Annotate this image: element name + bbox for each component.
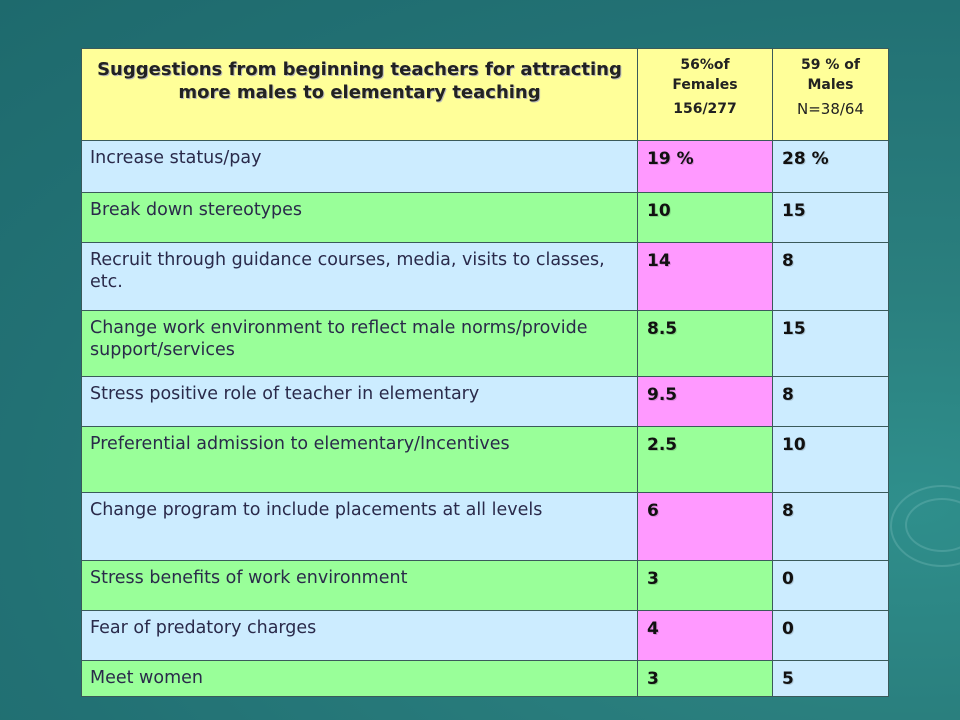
female-value: 4 (647, 619, 659, 639)
row-label-cell (82, 141, 638, 193)
row-label-cell (82, 661, 638, 697)
table-row (82, 611, 889, 661)
female-value: 6 (647, 501, 659, 521)
female-value-cell (638, 141, 773, 193)
male-value: 15 (782, 201, 806, 221)
female-header-line1: 56%of (680, 57, 730, 73)
male-value: 8 (782, 385, 794, 405)
row-label-cell (82, 611, 638, 661)
row-label: Stress benefits of work environment (90, 568, 408, 588)
female-value-cell (638, 377, 773, 427)
female-value-cell (638, 311, 773, 377)
male-value: 0 (782, 569, 794, 589)
male-value-cell (773, 377, 889, 427)
male-value-cell (773, 427, 889, 493)
row-label-cell (82, 193, 638, 243)
table-row (82, 311, 889, 377)
male-value-cell (773, 243, 889, 311)
table-title: Suggestions from beginning teachers for attracting more males to elementary teaching (97, 59, 622, 103)
male-value: 0 (782, 619, 794, 639)
row-label: Change program to include placements at all levels (90, 500, 543, 520)
row-label: Fear of predatory charges (90, 618, 317, 638)
female-header-line2: Females (672, 77, 738, 93)
female-value-cell (638, 193, 773, 243)
header-title-cell (82, 49, 638, 141)
male-value: 5 (782, 669, 794, 689)
row-label-cell (82, 561, 638, 611)
male-value-cell (773, 611, 889, 661)
female-value: 8.5 (647, 319, 678, 339)
male-value: 10 (782, 435, 806, 455)
row-label: Stress positive role of teacher in elementary (90, 384, 480, 404)
male-value: 8 (782, 501, 794, 521)
table-row (82, 243, 889, 311)
row-label-cell (82, 493, 638, 561)
table-row (82, 427, 889, 493)
row-label-cell (82, 311, 638, 377)
male-header-line3: N=38/64 (796, 100, 865, 118)
female-value: 9.5 (647, 385, 678, 405)
female-value: 19 % (647, 149, 694, 169)
header-male-cell (773, 49, 889, 141)
row-label: Increase status/pay (90, 148, 262, 168)
female-value-cell (638, 243, 773, 311)
row-label-cell (82, 427, 638, 493)
table-row (82, 493, 889, 561)
female-value: 10 (647, 201, 671, 221)
male-value: 8 (782, 251, 794, 271)
table-row (82, 141, 889, 193)
female-value-cell (638, 427, 773, 493)
female-value-cell (638, 611, 773, 661)
female-value-cell (638, 661, 773, 697)
table-row (82, 377, 889, 427)
female-value: 3 (647, 669, 659, 689)
male-value-cell (773, 141, 889, 193)
table-header-row (82, 49, 889, 141)
female-header (638, 49, 772, 119)
background-ripple (890, 485, 960, 567)
female-value-cell (638, 493, 773, 561)
table-row (82, 661, 889, 697)
male-value-cell (773, 493, 889, 561)
male-header-line1: 59 % of (801, 57, 860, 73)
row-label: Change work environment to reflect male norms/provide support/services (90, 318, 588, 360)
female-value: 2.5 (647, 435, 678, 455)
male-value-cell (773, 561, 889, 611)
male-header-line2: Males (807, 77, 854, 93)
female-header-line3: 156/277 (673, 101, 737, 117)
row-label: Meet women (90, 668, 203, 688)
row-label-cell (82, 243, 638, 311)
female-value-cell (638, 561, 773, 611)
male-value-cell (773, 311, 889, 377)
male-value-cell (773, 661, 889, 697)
male-value: 28 % (782, 149, 829, 169)
row-label: Break down stereotypes (90, 200, 303, 220)
male-value-cell (773, 193, 889, 243)
table-row (82, 193, 889, 243)
female-value: 14 (647, 251, 671, 271)
male-value: 15 (782, 319, 806, 339)
row-label-cell (82, 377, 638, 427)
suggestions-table (81, 48, 889, 697)
table-row (82, 561, 889, 611)
row-label: Preferential admission to elementary/Incentives (90, 434, 510, 454)
header-female-cell (638, 49, 773, 141)
row-label: Recruit through guidance courses, media, visits to classes, etc. (90, 250, 605, 292)
male-header (773, 49, 888, 119)
female-value: 3 (647, 569, 659, 589)
